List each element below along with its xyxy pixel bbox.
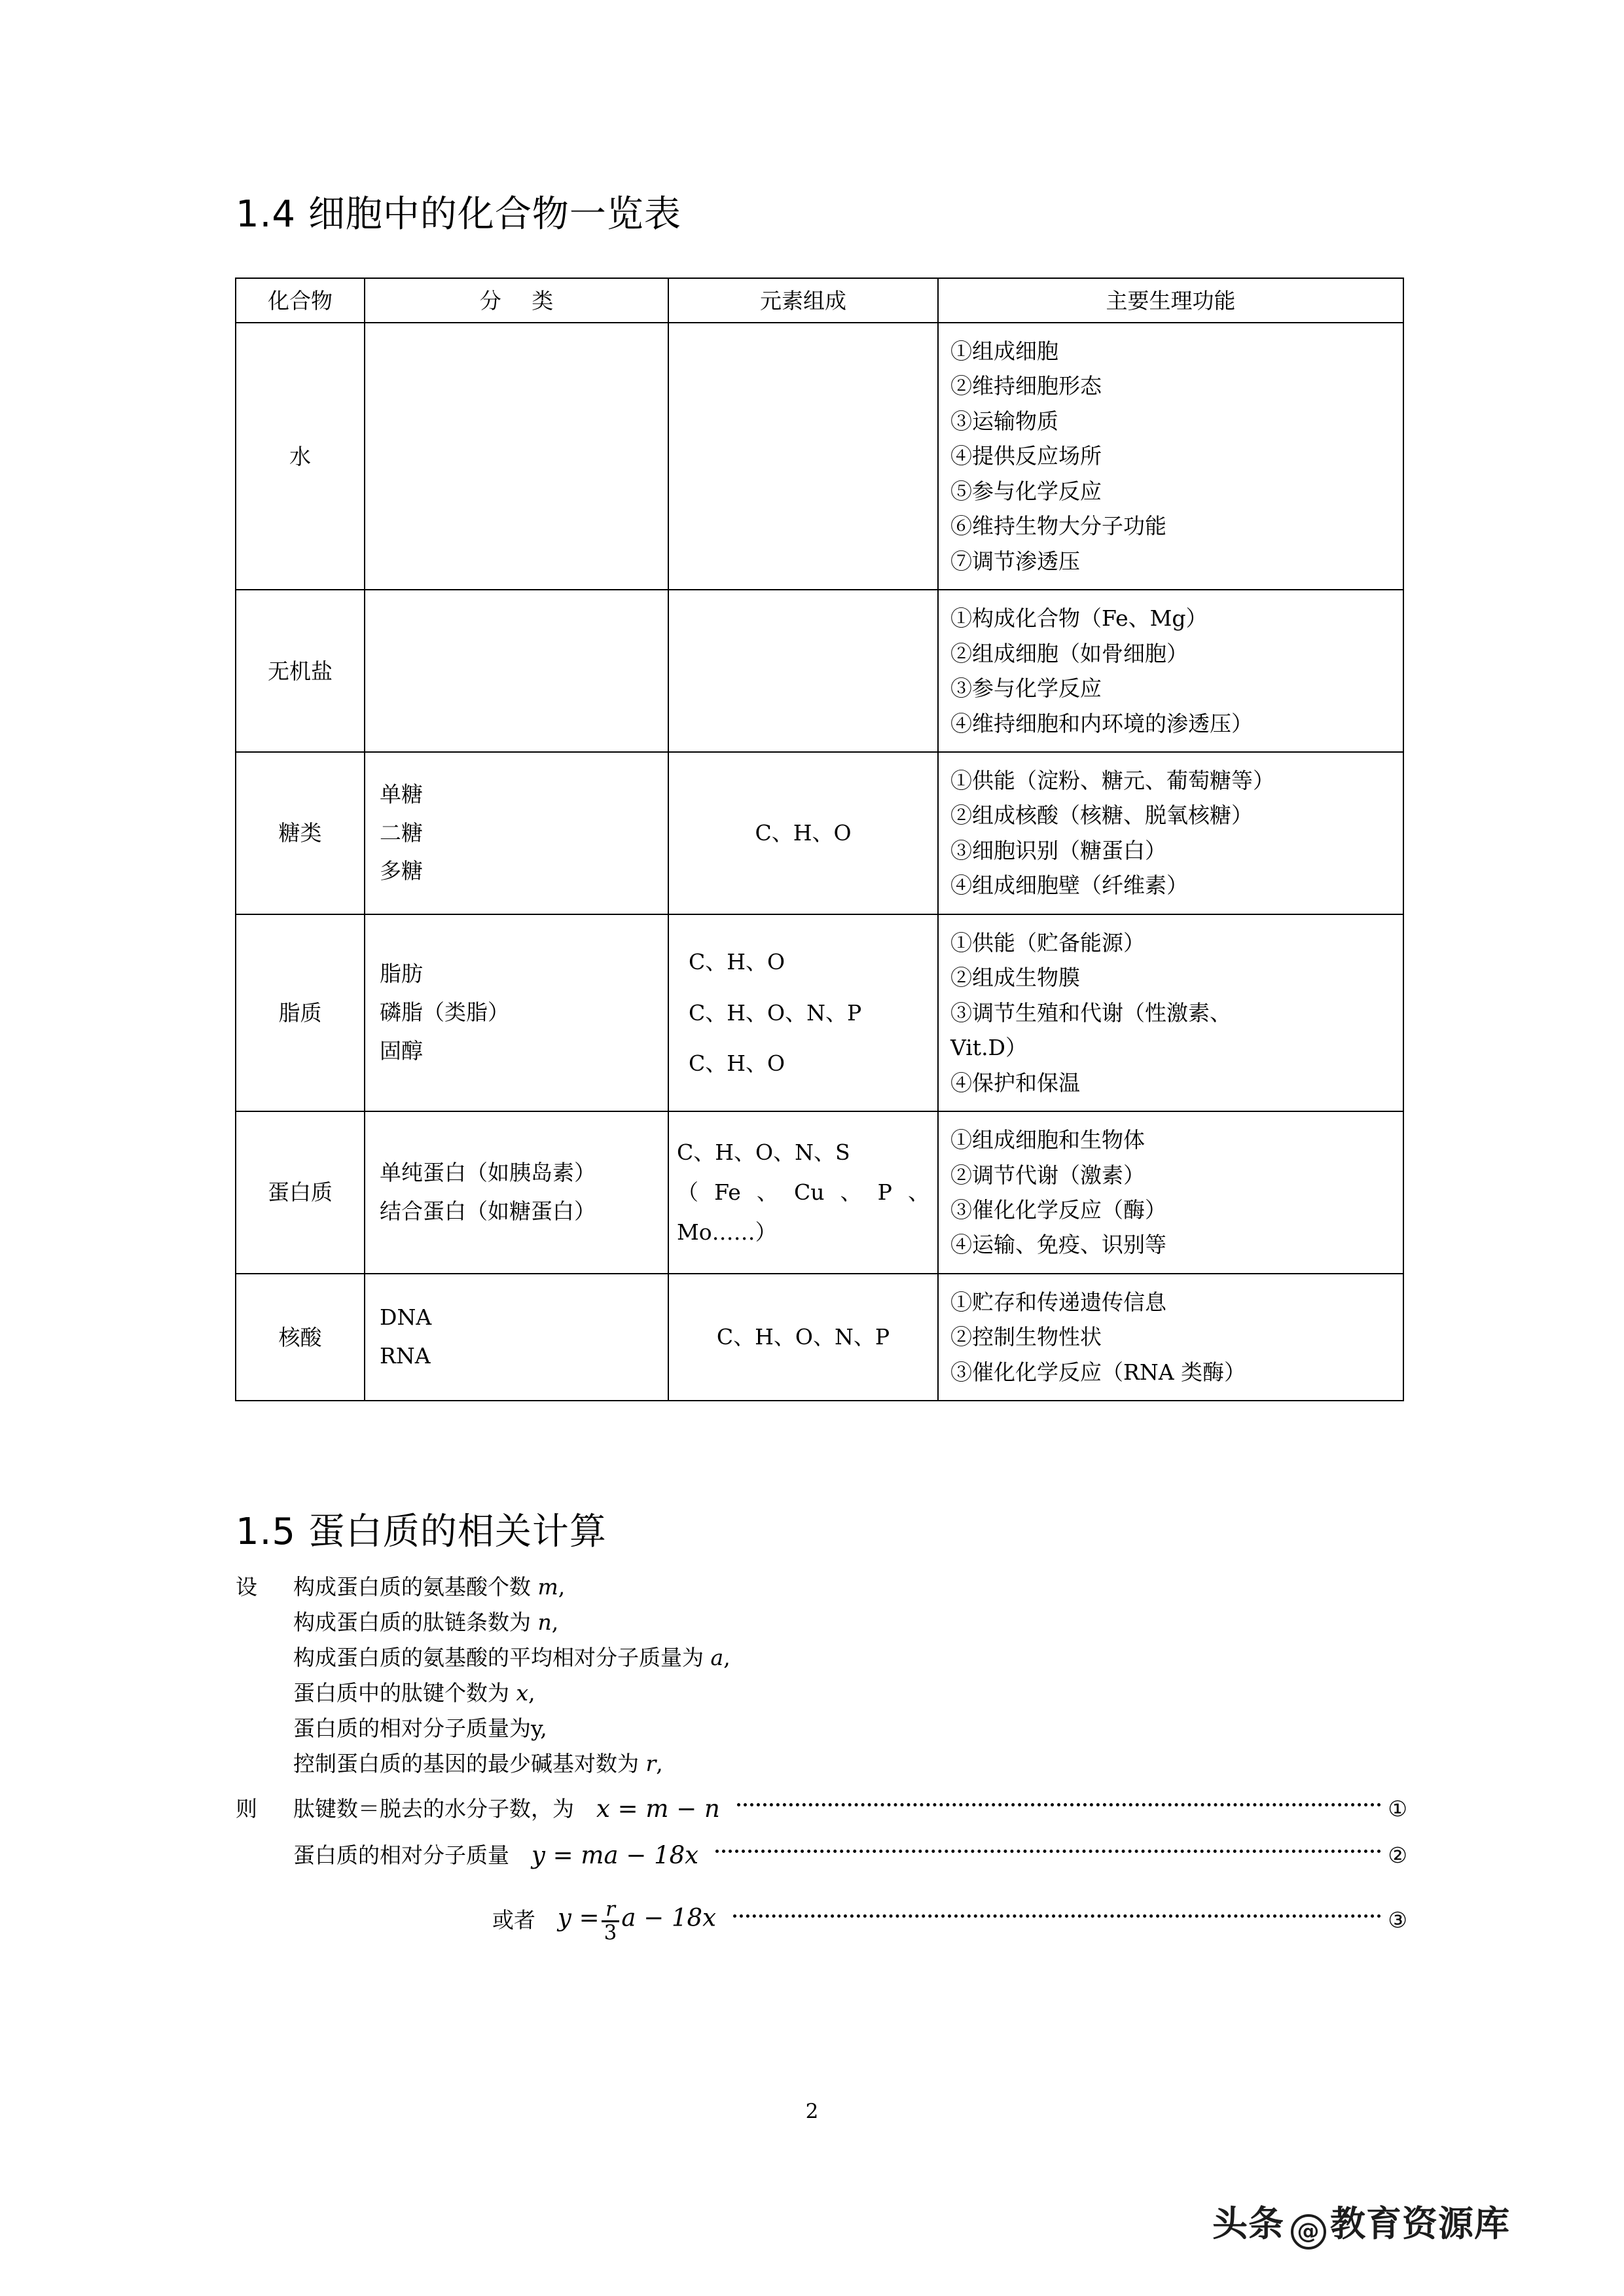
table-row-nucleic-acid	[236, 1274, 1403, 1401]
cell-elements-lipids	[668, 914, 938, 1111]
fraction	[602, 1899, 620, 1943]
page-number: 2	[805, 2100, 819, 2123]
function-item: ②组成细胞（如骨细胞）	[950, 640, 1188, 666]
watermark	[1212, 2196, 1510, 2250]
column-header-elements: 元素组成	[668, 278, 938, 323]
given-variable: n	[537, 1609, 552, 1635]
function-item: ②组成生物膜	[950, 965, 1080, 991]
table-header-row	[236, 278, 1403, 323]
given-variable: y	[531, 1715, 541, 1741]
function-item: ①构成化合物（Fe、Mg）	[950, 605, 1208, 632]
fraction-denominator: 3	[602, 1920, 620, 1944]
watermark-account: 教育资源库	[1330, 2203, 1510, 2244]
classification-item: DNA	[380, 1304, 432, 1331]
cell-elements-nucleic-acid	[668, 1274, 938, 1401]
classification-item: 多糖	[380, 858, 423, 884]
classification-item: 二糖	[380, 819, 423, 846]
given-punct: ,	[723, 1645, 731, 1670]
cell-elements-inorganic-salt	[668, 590, 938, 752]
function-item: ②控制生物性状	[950, 1324, 1102, 1350]
classification-item: 单纯蛋白（如胰岛素）	[380, 1160, 596, 1186]
result-text: 肽键数＝脱去的水分子数，为	[293, 1796, 574, 1821]
given-text: 蛋白质的相对分子质量为	[293, 1715, 531, 1741]
given-statement	[293, 1576, 565, 1598]
classification-item: 脂肪	[380, 961, 423, 987]
cell-functions-nucleic-acid	[938, 1274, 1403, 1401]
function-item: ③催化化学反应（酶）	[950, 1196, 1166, 1223]
watermark-brand: 头条	[1212, 2203, 1284, 2244]
cell-compound-lipids: 脂质	[236, 914, 365, 1111]
section-heading-1-5: 1.5 蛋白质的相关计算	[236, 1511, 607, 1553]
given-row	[236, 1717, 1407, 1739]
dot-leader	[733, 1914, 1381, 1918]
function-item: ④组成细胞壁（纤维素）	[950, 872, 1188, 899]
given-row	[236, 1753, 1407, 1774]
given-statement	[293, 1682, 535, 1704]
given-text: 构成蛋白质的氨基酸的平均相对分子质量为	[293, 1645, 711, 1670]
function-item: ②维持细胞形态	[950, 373, 1102, 399]
given-row	[236, 1682, 1407, 1704]
given-punct: ,	[528, 1680, 535, 1706]
cell-compound-nucleic-acid: 核酸	[236, 1274, 365, 1401]
column-header-classification	[365, 278, 668, 323]
given-punct: ,	[551, 1609, 559, 1635]
given-label: 设	[236, 1574, 257, 1600]
cell-functions-water	[938, 323, 1403, 590]
element-line: Mo……）	[677, 1219, 777, 1246]
given-variable: m	[537, 1574, 558, 1600]
table-row-water	[236, 323, 1403, 590]
cell-classification-carbohydrates	[365, 752, 668, 914]
cell-elements-carbohydrates	[668, 752, 938, 914]
cell-functions-inorganic-salt	[938, 590, 1403, 752]
element-line: （Fe、Cu、P、	[677, 1179, 929, 1206]
table-row-protein	[236, 1111, 1403, 1274]
cell-classification-water	[365, 323, 668, 590]
result-tag: ③	[1388, 1907, 1407, 1933]
equation-prefix: y =	[558, 1903, 600, 1932]
column-header-compound: 化合物	[236, 278, 365, 323]
cell-functions-protein	[938, 1111, 1403, 1274]
function-item: ③运输物质	[950, 408, 1058, 434]
function-item: ③细胞识别（糖蛋白）	[950, 837, 1166, 863]
compounds-table	[235, 278, 1404, 1401]
cell-compound-protein: 蛋白质	[236, 1111, 365, 1274]
column-header-classification-label: 分 类	[479, 287, 566, 314]
table-row-carbohydrates	[236, 752, 1403, 914]
result-tag: ①	[1388, 1796, 1407, 1821]
cell-functions-carbohydrates	[938, 752, 1403, 914]
cell-classification-nucleic-acid	[365, 1274, 668, 1401]
given-punct: ,	[656, 1751, 663, 1776]
classification-item: RNA	[380, 1343, 431, 1369]
function-item: ②调节代谢（激素）	[950, 1162, 1145, 1188]
then-label: 则	[236, 1796, 257, 1821]
column-header-functions: 主要生理功能	[938, 278, 1403, 323]
given-statement	[293, 1647, 731, 1668]
classification-item: 固醇	[380, 1037, 423, 1064]
given-punct: ,	[558, 1574, 566, 1600]
function-item: ④保护和保温	[950, 1069, 1080, 1096]
result-row-1	[236, 1797, 1407, 1821]
section-heading-1-4: 1.4 细胞中的化合物一览表	[236, 193, 681, 236]
result-equation	[558, 1897, 716, 1945]
function-item: ①供能（淀粉、糖元、葡萄糖等）	[950, 767, 1274, 793]
given-variable: a	[710, 1645, 724, 1670]
result-text: 或者	[492, 1907, 535, 1933]
given-row	[236, 1576, 1407, 1598]
result-text: 蛋白质的相对分子质量	[293, 1842, 509, 1868]
result-row-3	[236, 1897, 1407, 1945]
cell-functions-lipids	[938, 914, 1403, 1111]
at-icon: @	[1291, 2214, 1326, 2250]
given-punct: ,	[540, 1715, 547, 1741]
cell-elements-water	[668, 323, 938, 590]
cell-compound-water: 水	[236, 323, 365, 590]
classification-item: 磷脂（类脂）	[380, 999, 509, 1026]
given-statement	[293, 1717, 547, 1739]
function-item: ⑦调节渗透压	[950, 548, 1080, 574]
classification-item: 结合蛋白（如糖蛋白）	[380, 1198, 596, 1224]
fraction-numerator: r	[605, 1897, 615, 1921]
given-text: 蛋白质中的肽键个数为	[293, 1680, 516, 1706]
function-item: ②组成核酸（核糖、脱氧核糖）	[950, 802, 1253, 829]
dot-leader	[737, 1803, 1382, 1806]
cell-compound-carbohydrates: 糖类	[236, 752, 365, 914]
element-line: C、H、O、N、P	[716, 1323, 890, 1350]
given-statement	[293, 1753, 663, 1774]
function-item: ③参与化学反应	[950, 675, 1102, 702]
function-item: ③催化化学反应（RNA 类酶）	[950, 1359, 1246, 1385]
cell-elements-protein	[668, 1111, 938, 1274]
function-item: ①供能（贮备能源）	[950, 929, 1145, 956]
dot-leader	[715, 1850, 1381, 1853]
given-text: 控制蛋白质的基因的最少碱基对数为	[293, 1751, 646, 1776]
compounds-table-wrapper	[235, 278, 1403, 1401]
result-equation: y = ma − 18x	[532, 1841, 699, 1869]
function-item: ④维持细胞和内环境的渗透压）	[950, 710, 1253, 736]
function-item: ①组成细胞	[950, 338, 1058, 364]
classification-item: 单糖	[380, 781, 423, 807]
cell-classification-lipids	[365, 914, 668, 1111]
table-row-inorganic-salt	[236, 590, 1403, 752]
given-text: 构成蛋白质的肽链条数为	[293, 1609, 538, 1635]
given-variable: x	[516, 1680, 529, 1706]
given-variable: r	[645, 1751, 657, 1776]
function-item: ③调节生殖和代谢（性激素、	[950, 999, 1231, 1026]
element-line: C、H、O	[689, 1050, 785, 1077]
function-item: ④运输、免疫、识别等	[950, 1232, 1166, 1258]
cell-classification-protein	[365, 1111, 668, 1274]
table-row-lipids	[236, 914, 1403, 1111]
element-line: C、H、O	[755, 819, 852, 846]
given-row	[236, 1647, 1407, 1668]
function-item: ④提供反应场所	[950, 443, 1102, 469]
given-row	[236, 1611, 1407, 1633]
element-line: C、H、O	[689, 949, 785, 975]
function-item: ⑤参与化学反应	[950, 478, 1102, 504]
result-equation: x = m − n	[596, 1795, 720, 1823]
function-item: ⑥维持生物大分子功能	[950, 513, 1166, 539]
function-item: ①贮存和传递遗传信息	[950, 1289, 1166, 1315]
function-item: Vit.D）	[950, 1035, 1028, 1061]
element-line: C、H、O、N、P	[689, 999, 862, 1026]
cell-compound-inorganic-salt: 无机盐	[236, 590, 365, 752]
cell-classification-inorganic-salt	[365, 590, 668, 752]
function-item: ①组成细胞和生物体	[950, 1127, 1145, 1153]
given-statement	[293, 1611, 558, 1633]
result-row-2	[236, 1843, 1407, 1867]
element-line: C、H、O、N、S	[677, 1139, 850, 1166]
equation-suffix: a − 18x	[621, 1903, 716, 1932]
protein-calculation-block	[236, 1576, 1407, 1947]
given-text: 构成蛋白质的氨基酸个数	[293, 1574, 538, 1600]
result-tag: ②	[1388, 1842, 1407, 1868]
